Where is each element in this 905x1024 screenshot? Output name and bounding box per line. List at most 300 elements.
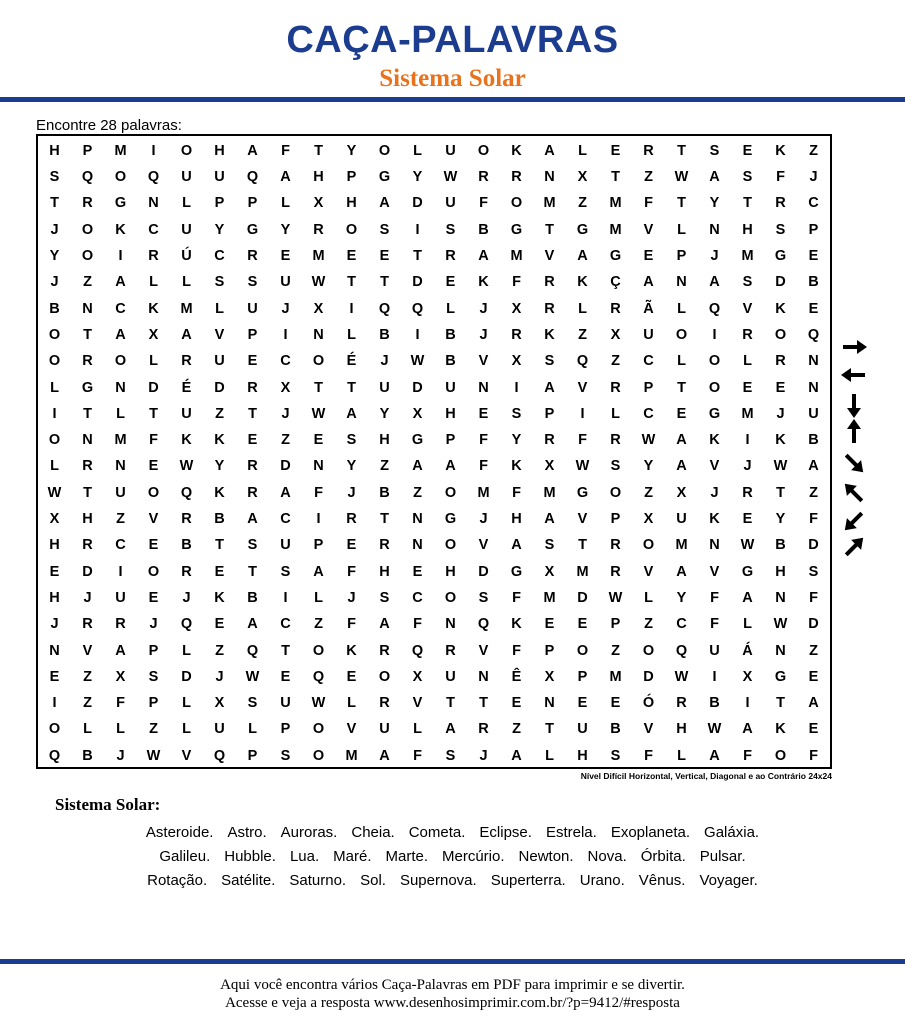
grid-letter[interactable]: C — [115, 300, 126, 317]
grid-letter[interactable]: A — [379, 747, 390, 764]
grid-letter[interactable]: Z — [578, 195, 587, 212]
grid-letter[interactable]: F — [116, 695, 125, 712]
grid-letter[interactable]: A — [511, 537, 522, 554]
grid-letter[interactable]: L — [182, 642, 191, 659]
grid-letter[interactable]: H — [379, 563, 390, 580]
grid-letter[interactable]: Q — [81, 169, 94, 186]
grid-letter[interactable]: T — [545, 721, 554, 738]
grid-letter[interactable]: R — [82, 458, 93, 475]
grid-letter[interactable]: X — [214, 695, 225, 712]
grid-letter[interactable]: Y — [643, 458, 654, 475]
grid-letter[interactable]: P — [247, 195, 258, 212]
grid-letter[interactable]: Z — [116, 511, 125, 528]
grid-letter[interactable]: U — [181, 405, 192, 422]
grid-letter[interactable]: L — [413, 142, 422, 159]
grid-letter[interactable]: N — [709, 537, 720, 554]
grid-letter[interactable]: M — [510, 248, 523, 265]
grid-letter[interactable]: R — [676, 695, 687, 712]
grid-letter[interactable]: Z — [644, 616, 653, 633]
grid-letter[interactable]: I — [52, 405, 57, 422]
grid-letter[interactable]: C — [115, 537, 126, 554]
grid-letter[interactable]: S — [709, 142, 720, 159]
grid-letter[interactable]: O — [345, 221, 358, 238]
grid-letter[interactable]: A — [808, 458, 819, 475]
grid-letter[interactable]: M — [114, 142, 127, 159]
grid-letter[interactable]: R — [775, 195, 786, 212]
grid-letter[interactable]: S — [148, 668, 159, 685]
grid-letter[interactable]: F — [479, 458, 488, 475]
grid-letter[interactable]: D — [478, 563, 489, 580]
grid-letter[interactable]: K — [775, 432, 786, 449]
grid-letter[interactable]: O — [510, 195, 523, 212]
grid-letter[interactable]: B — [445, 326, 456, 343]
grid-letter[interactable]: E — [247, 353, 258, 370]
grid-letter[interactable]: W — [146, 747, 161, 764]
grid-letter[interactable]: Q — [807, 326, 820, 343]
grid-letter[interactable]: W — [674, 668, 689, 685]
grid-letter[interactable]: O — [48, 432, 61, 449]
grid-letter[interactable]: S — [247, 274, 258, 291]
grid-letter[interactable]: B — [379, 326, 390, 343]
grid-letter[interactable]: L — [644, 589, 653, 606]
grid-letter[interactable]: V — [214, 326, 225, 343]
grid-letter[interactable]: A — [247, 142, 258, 159]
grid-letter[interactable]: N — [775, 589, 786, 606]
grid-letter[interactable]: J — [479, 326, 488, 343]
grid-letter[interactable]: W — [575, 458, 590, 475]
grid-letter[interactable]: X — [115, 668, 126, 685]
grid-letter[interactable]: Y — [379, 405, 390, 422]
grid-letter[interactable]: Q — [477, 616, 490, 633]
grid-letter[interactable]: Q — [246, 169, 259, 186]
grid-letter[interactable]: Y — [346, 142, 357, 159]
grid-letter[interactable]: L — [347, 326, 356, 343]
grid-letter[interactable]: J — [116, 747, 125, 764]
grid-letter[interactable]: Ó — [642, 695, 655, 712]
grid-letter[interactable]: Ç — [610, 274, 621, 291]
grid-letter[interactable]: R — [775, 353, 786, 370]
grid-letter[interactable]: G — [741, 563, 754, 580]
grid-letter[interactable]: V — [577, 511, 588, 528]
grid-letter[interactable]: L — [611, 405, 620, 422]
grid-letter[interactable]: K — [214, 589, 225, 606]
grid-letter[interactable]: J — [50, 616, 59, 633]
grid-letter[interactable]: J — [215, 668, 224, 685]
grid-letter[interactable]: E — [346, 668, 357, 685]
grid-letter[interactable]: A — [808, 695, 819, 712]
grid-letter[interactable]: R — [82, 353, 93, 370]
grid-letter[interactable]: A — [676, 432, 687, 449]
grid-letter[interactable]: Z — [281, 432, 290, 449]
grid-letter[interactable]: V — [643, 721, 654, 738]
grid-letter[interactable]: K — [478, 274, 489, 291]
grid-letter[interactable]: U — [214, 169, 225, 186]
grid-letter[interactable]: F — [743, 747, 752, 764]
grid-letter[interactable]: X — [577, 169, 588, 186]
grid-letter[interactable]: S — [610, 747, 621, 764]
grid-letter[interactable]: Y — [775, 511, 786, 528]
grid-letter[interactable]: G — [708, 405, 721, 422]
grid-letter[interactable]: C — [643, 353, 654, 370]
grid-letter[interactable]: L — [182, 721, 191, 738]
grid-letter[interactable]: M — [576, 563, 589, 580]
grid-letter[interactable]: E — [313, 432, 324, 449]
grid-letter[interactable]: Y — [214, 221, 225, 238]
grid-letter[interactable]: Ê — [511, 668, 522, 685]
grid-letter[interactable]: O — [114, 353, 127, 370]
grid-letter[interactable]: S — [346, 432, 357, 449]
grid-letter[interactable]: X — [280, 379, 291, 396]
grid-letter[interactable]: L — [314, 589, 323, 606]
grid-letter[interactable]: N — [82, 432, 93, 449]
grid-letter[interactable]: B — [775, 537, 786, 554]
grid-letter[interactable]: F — [809, 511, 818, 528]
grid-letter[interactable]: E — [808, 300, 819, 317]
grid-letter[interactable]: E — [49, 668, 60, 685]
grid-letter[interactable]: C — [280, 511, 291, 528]
grid-letter[interactable]: V — [544, 248, 555, 265]
grid-letter[interactable]: S — [478, 589, 489, 606]
grid-letter[interactable]: P — [82, 142, 93, 159]
grid-letter[interactable]: X — [544, 668, 555, 685]
grid-letter[interactable]: O — [312, 747, 325, 764]
grid-letter[interactable]: Y — [49, 248, 60, 265]
grid-letter[interactable]: U — [115, 589, 126, 606]
grid-letter[interactable]: N — [49, 642, 60, 659]
grid-letter[interactable]: G — [774, 248, 787, 265]
grid-letter[interactable]: B — [82, 747, 93, 764]
grid-letter[interactable]: R — [379, 695, 390, 712]
grid-letter[interactable]: Q — [675, 642, 688, 659]
grid-letter[interactable]: K — [115, 221, 126, 238]
grid-letter[interactable]: S — [379, 221, 390, 238]
grid-letter[interactable]: I — [316, 511, 321, 528]
grid-letter[interactable]: T — [446, 695, 455, 712]
grid-letter[interactable]: Q — [246, 642, 259, 659]
grid-letter[interactable]: A — [544, 379, 555, 396]
grid-letter[interactable]: K — [346, 642, 357, 659]
grid-letter[interactable]: P — [577, 668, 588, 685]
grid-letter[interactable]: O — [708, 353, 721, 370]
grid-letter[interactable]: X — [511, 353, 522, 370]
grid-letter[interactable]: T — [413, 248, 422, 265]
grid-letter[interactable]: J — [347, 589, 356, 606]
grid-letter[interactable]: O — [675, 326, 688, 343]
grid-letter[interactable]: O — [378, 668, 391, 685]
grid-letter[interactable]: É — [346, 353, 357, 370]
grid-letter[interactable]: I — [745, 695, 750, 712]
grid-letter[interactable]: Z — [215, 405, 224, 422]
grid-letter[interactable]: F — [710, 616, 719, 633]
grid-letter[interactable]: G — [246, 221, 259, 238]
grid-letter[interactable]: P — [610, 511, 621, 528]
grid-letter[interactable]: P — [247, 326, 258, 343]
grid-letter[interactable]: P — [247, 747, 258, 764]
grid-letter[interactable]: R — [247, 248, 258, 265]
grid-letter[interactable]: D — [808, 616, 819, 633]
grid-letter[interactable]: T — [83, 484, 92, 501]
grid-letter[interactable]: O — [312, 353, 325, 370]
grid-letter[interactable]: C — [808, 195, 819, 212]
grid-letter[interactable]: L — [677, 221, 686, 238]
grid-letter[interactable]: U — [181, 221, 192, 238]
grid-letter[interactable]: H — [49, 589, 60, 606]
grid-letter[interactable]: O — [81, 221, 94, 238]
grid-letter[interactable]: K — [544, 326, 555, 343]
grid-letter[interactable]: T — [281, 642, 290, 659]
grid-letter[interactable]: U — [280, 274, 291, 291]
grid-letter[interactable]: S — [280, 747, 291, 764]
grid-letter[interactable]: B — [610, 721, 621, 738]
grid-letter[interactable]: A — [115, 642, 126, 659]
grid-letter[interactable]: J — [479, 747, 488, 764]
grid-letter[interactable]: G — [81, 379, 94, 396]
grid-letter[interactable]: R — [247, 379, 258, 396]
grid-letter[interactable]: Q — [411, 300, 424, 317]
grid-letter[interactable]: R — [181, 353, 192, 370]
grid-letter[interactable]: P — [313, 537, 324, 554]
grid-letter[interactable]: K — [181, 432, 192, 449]
grid-letter[interactable]: L — [545, 747, 554, 764]
grid-letter[interactable]: I — [415, 326, 420, 343]
grid-letter[interactable]: A — [676, 458, 687, 475]
grid-letter[interactable]: E — [775, 379, 786, 396]
grid-letter[interactable]: J — [776, 405, 785, 422]
grid-letter[interactable]: Z — [611, 353, 620, 370]
grid-letter[interactable]: U — [808, 405, 819, 422]
grid-letter[interactable]: X — [412, 405, 423, 422]
grid-letter[interactable]: C — [643, 405, 654, 422]
grid-letter[interactable]: E — [511, 695, 522, 712]
grid-letter[interactable]: X — [511, 300, 522, 317]
grid-letter[interactable]: V — [82, 642, 93, 659]
grid-letter[interactable]: L — [347, 695, 356, 712]
grid-letter[interactable]: I — [52, 695, 57, 712]
grid-letter[interactable]: I — [118, 563, 123, 580]
grid-letter[interactable]: C — [148, 221, 159, 238]
grid-letter[interactable]: D — [148, 379, 159, 396]
grid-letter[interactable]: H — [577, 747, 588, 764]
grid-letter[interactable]: R — [610, 563, 621, 580]
grid-letter[interactable]: Z — [215, 642, 224, 659]
grid-letter[interactable]: J — [83, 589, 92, 606]
grid-letter[interactable]: K — [511, 616, 522, 633]
grid-letter[interactable]: E — [676, 405, 687, 422]
grid-letter[interactable]: R — [544, 274, 555, 291]
grid-letter[interactable]: O — [576, 642, 589, 659]
grid-letter[interactable]: L — [116, 405, 125, 422]
grid-letter[interactable]: M — [180, 300, 193, 317]
grid-letter[interactable]: K — [775, 300, 786, 317]
grid-letter[interactable]: A — [544, 142, 555, 159]
grid-letter[interactable]: M — [543, 484, 556, 501]
grid-letter[interactable]: T — [677, 195, 686, 212]
grid-letter[interactable]: P — [808, 221, 819, 238]
grid-letter[interactable]: X — [544, 458, 555, 475]
grid-letter[interactable]: E — [610, 695, 621, 712]
grid-letter[interactable]: V — [181, 747, 192, 764]
grid-letter[interactable]: L — [248, 721, 257, 738]
grid-letter[interactable]: R — [82, 195, 93, 212]
grid-letter[interactable]: O — [180, 142, 193, 159]
grid-letter[interactable]: G — [510, 563, 523, 580]
grid-letter[interactable]: L — [677, 300, 686, 317]
grid-letter[interactable]: L — [182, 695, 191, 712]
grid-letter[interactable]: W — [443, 169, 458, 186]
grid-letter[interactable]: N — [313, 326, 324, 343]
grid-letter[interactable]: I — [118, 248, 123, 265]
grid-letter[interactable]: U — [445, 142, 456, 159]
grid-letter[interactable]: L — [413, 721, 422, 738]
grid-letter[interactable]: R — [478, 721, 489, 738]
grid-letter[interactable]: J — [710, 484, 719, 501]
grid-letter[interactable]: F — [809, 747, 818, 764]
grid-letter[interactable]: A — [115, 326, 126, 343]
grid-letter[interactable]: V — [478, 537, 489, 554]
grid-letter[interactable]: S — [544, 537, 555, 554]
grid-letter[interactable]: R — [544, 300, 555, 317]
grid-letter[interactable]: A — [742, 589, 753, 606]
grid-letter[interactable]: M — [312, 248, 325, 265]
grid-letter[interactable]: P — [610, 616, 621, 633]
grid-letter[interactable]: U — [280, 537, 291, 554]
grid-letter[interactable]: V — [709, 458, 720, 475]
grid-letter[interactable]: N — [709, 221, 720, 238]
grid-letter[interactable]: B — [808, 274, 819, 291]
grid-letter[interactable]: B — [214, 511, 225, 528]
grid-letter[interactable]: E — [544, 616, 555, 633]
grid-letter[interactable]: N — [412, 537, 423, 554]
grid-letter[interactable]: A — [280, 169, 291, 186]
grid-letter[interactable]: X — [49, 511, 60, 528]
grid-letter[interactable]: K — [214, 484, 225, 501]
grid-letter[interactable]: R — [742, 484, 753, 501]
grid-letter[interactable]: F — [479, 195, 488, 212]
grid-letter[interactable]: A — [709, 747, 720, 764]
grid-letter[interactable]: W — [773, 616, 788, 633]
grid-letter[interactable]: D — [577, 589, 588, 606]
grid-letter[interactable]: M — [609, 221, 622, 238]
grid-letter[interactable]: Z — [809, 642, 818, 659]
grid-letter[interactable]: O — [48, 353, 61, 370]
grid-letter[interactable]: Q — [180, 616, 193, 633]
grid-letter[interactable]: O — [444, 484, 457, 501]
grid-letter[interactable]: A — [115, 274, 126, 291]
grid-letter[interactable]: T — [743, 195, 752, 212]
grid-letter[interactable]: K — [148, 300, 159, 317]
grid-letter[interactable]: M — [609, 668, 622, 685]
grid-letter[interactable]: W — [311, 274, 326, 291]
grid-letter[interactable]: O — [444, 589, 457, 606]
grid-letter[interactable]: D — [181, 668, 192, 685]
grid-letter[interactable]: A — [346, 405, 357, 422]
grid-letter[interactable]: L — [677, 747, 686, 764]
grid-letter[interactable]: M — [345, 747, 358, 764]
grid-letter[interactable]: S — [808, 563, 819, 580]
grid-letter[interactable]: W — [410, 353, 425, 370]
grid-letter[interactable]: U — [379, 379, 390, 396]
grid-letter[interactable]: H — [742, 221, 753, 238]
grid-letter[interactable]: N — [808, 379, 819, 396]
grid-letter[interactable]: A — [412, 458, 423, 475]
grid-letter[interactable]: X — [742, 668, 753, 685]
grid-letter[interactable]: P — [346, 169, 357, 186]
grid-letter[interactable]: F — [644, 747, 653, 764]
grid-letter[interactable]: A — [742, 721, 753, 738]
grid-letter[interactable]: Z — [83, 274, 92, 291]
grid-letter[interactable]: H — [49, 142, 60, 159]
grid-letter[interactable]: T — [83, 405, 92, 422]
grid-letter[interactable]: D — [280, 458, 291, 475]
grid-letter[interactable]: Z — [83, 695, 92, 712]
grid-letter[interactable]: F — [479, 432, 488, 449]
grid-letter[interactable]: U — [247, 300, 258, 317]
grid-letter[interactable]: Y — [412, 169, 423, 186]
grid-letter[interactable]: A — [379, 616, 390, 633]
grid-letter[interactable]: O — [774, 326, 787, 343]
grid-letter[interactable]: A — [676, 563, 687, 580]
grid-letter[interactable]: G — [576, 484, 589, 501]
grid-letter[interactable]: T — [677, 142, 686, 159]
grid-letter[interactable]: F — [644, 195, 653, 212]
grid-letter[interactable]: L — [116, 721, 125, 738]
grid-letter[interactable]: I — [580, 405, 585, 422]
grid-letter[interactable]: A — [379, 195, 390, 212]
grid-letter[interactable]: J — [710, 248, 719, 265]
grid-letter[interactable]: W — [179, 458, 194, 475]
grid-letter[interactable]: T — [50, 195, 59, 212]
grid-letter[interactable]: F — [578, 432, 587, 449]
grid-letter[interactable]: U — [181, 169, 192, 186]
grid-letter[interactable]: E — [379, 248, 390, 265]
grid-letter[interactable]: W — [674, 169, 689, 186]
grid-letter[interactable]: L — [743, 616, 752, 633]
grid-letter[interactable]: M — [543, 195, 556, 212]
grid-letter[interactable]: U — [379, 721, 390, 738]
grid-letter[interactable]: E — [280, 248, 291, 265]
grid-letter[interactable]: S — [379, 589, 390, 606]
grid-letter[interactable]: M — [114, 432, 127, 449]
grid-letter[interactable]: Y — [709, 195, 720, 212]
grid-letter[interactable]: B — [808, 432, 819, 449]
grid-letter[interactable]: L — [578, 142, 587, 159]
grid-letter[interactable]: B — [247, 589, 258, 606]
grid-letter[interactable]: B — [181, 537, 192, 554]
grid-letter[interactable]: F — [347, 563, 356, 580]
grid-letter[interactable]: V — [577, 379, 588, 396]
grid-letter[interactable]: Z — [809, 484, 818, 501]
grid-letter[interactable]: A — [511, 747, 522, 764]
grid-letter[interactable]: T — [380, 274, 389, 291]
grid-letter[interactable]: S — [610, 458, 621, 475]
grid-letter[interactable]: T — [611, 169, 620, 186]
grid-letter[interactable]: R — [247, 484, 258, 501]
grid-letter[interactable]: J — [479, 511, 488, 528]
grid-letter[interactable]: S — [544, 353, 555, 370]
grid-letter[interactable]: A — [247, 511, 258, 528]
grid-letter[interactable]: Y — [676, 589, 687, 606]
grid-letter[interactable]: K — [775, 142, 786, 159]
grid-letter[interactable]: J — [479, 300, 488, 317]
grid-letter[interactable]: T — [347, 379, 356, 396]
grid-letter[interactable]: H — [676, 721, 687, 738]
grid-letter[interactable]: Z — [149, 721, 158, 738]
grid-letter[interactable]: E — [742, 511, 753, 528]
grid-letter[interactable]: R — [610, 379, 621, 396]
grid-letter[interactable]: T — [776, 484, 785, 501]
grid-letter[interactable]: G — [609, 248, 622, 265]
grid-letter[interactable]: S — [742, 169, 753, 186]
